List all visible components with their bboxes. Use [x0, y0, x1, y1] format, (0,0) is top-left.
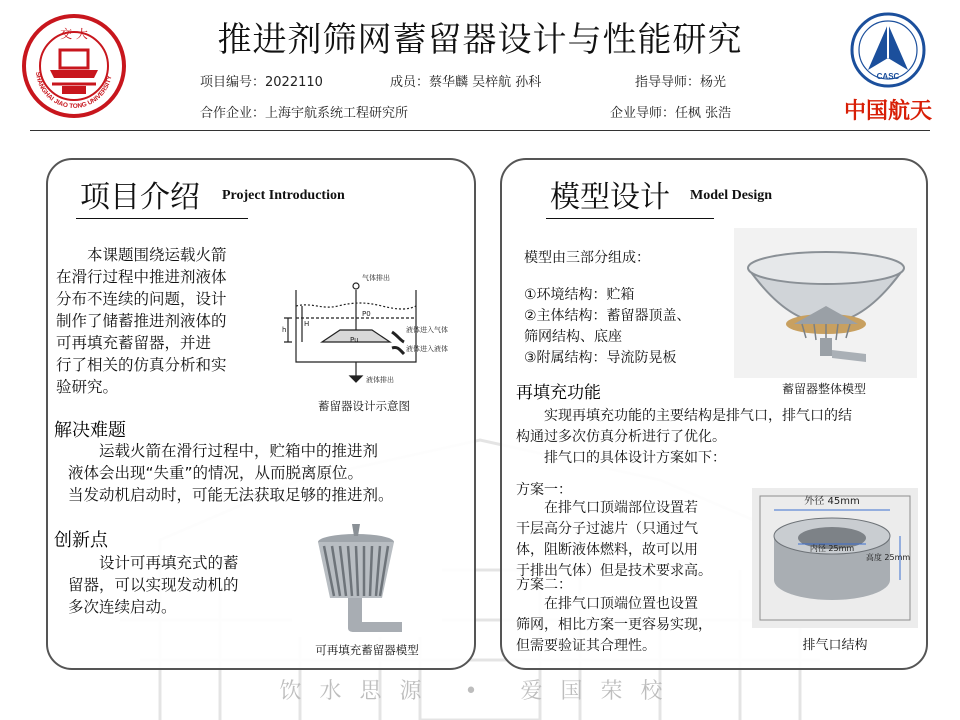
sjtu-logo [22, 14, 126, 118]
vent-inner-diameter-label: 内径 25mm [809, 544, 855, 553]
design-title-underline [546, 218, 714, 219]
vent-outer-diameter-label: 外径 45mm [804, 496, 860, 507]
design-title-cn: 模型设计 [550, 180, 670, 215]
intro-title-cn: 项目介绍 [80, 180, 200, 215]
vent-structure-image [752, 488, 918, 628]
diagram-label-liquid-in: 液体进入液体 [406, 345, 448, 353]
casc-logo [838, 8, 938, 126]
intro-title-underline [76, 218, 248, 219]
difficulty-paragraph: 运载火箭在滑行过程中，贮箱中的推进剂 液体会出现“失重”的情况，从而脱离原位。 当发动机启动时，可能无法获取足够的推进剂。 [68, 442, 394, 504]
plan-one-paragraph: 在排气口顶端部位设置若 干层高分子过滤片（只通过气 体，阻断液体燃料，故可以用 于排出气体）但是技术要求高。 [516, 500, 712, 579]
refillable-accumulator-model-image [292, 512, 442, 637]
svg-text:交 大: 交 大 [60, 27, 88, 41]
advisor: 指导导师：杨光 [635, 75, 727, 90]
footer-motto: 饮水思源 • 爱国荣校 [279, 679, 681, 704]
sjtu-logo-text: SHANGHAI JIAO TONG UNIVERSITY [34, 71, 114, 111]
refill-heading: 再填充功能 [516, 383, 601, 403]
page-title: 推进剂筛网蓄留器设计与性能研究 [217, 20, 743, 60]
casc-badge-text: CASC [876, 72, 900, 81]
accumulator-full-model-image [734, 228, 917, 378]
company-advisor: 企业导师：任枫 张浩 [610, 106, 732, 121]
company: 合作企业：上海宇航系统工程研究所 [200, 106, 409, 121]
intro-title-en: Project Introduction [222, 188, 345, 203]
diagram-label-h: h [282, 326, 287, 334]
vent-height-label: 高度 25mm [865, 553, 911, 562]
project-number: 项目编号：2022110 [200, 75, 323, 90]
difficulty-heading: 解决难题 [54, 420, 126, 441]
full-model-caption: 蓄留器整体模型 [781, 382, 866, 396]
diagram-label-pu: Pu [350, 336, 359, 344]
innovation-paragraph: 设计可再填充式的蓄 留器，可以实现发动机的 多次连续启动。 [68, 554, 239, 616]
header-divider [30, 130, 930, 131]
diagram-label-liquid-out: 液体排出 [366, 376, 394, 384]
diagram-label-H: H [304, 320, 310, 328]
design-title-en: Model Design [690, 188, 773, 203]
diagram-caption: 蓄留器设计示意图 [318, 399, 410, 413]
diagram-label-gas-out: 气体排出 [362, 274, 390, 282]
diagram-label-liquid-gas-in: 液体进入气体 [406, 326, 448, 334]
refill-paragraph: 实现再填充功能的主要结构是排气口，排气口的结 构通过多次仿真分析进行了优化。 排气口的具体设计方案如下： [516, 408, 852, 466]
intro-paragraph: 本课题围绕运载火箭 在滑行过程中推进剂液体 分布不连续的问题，设计 制作了储蓄推进剂液体的 可再填充蓄留器，并进 行了相关的仿真分析和实 验研究。 [56, 246, 227, 396]
innovation-heading: 创新点 [54, 530, 108, 551]
model-intro: 模型由三部分组成： [524, 250, 650, 266]
model-components-list: ①环境结构：贮箱 ②主体结构：蓄留器顶盖、 筛网结构、底座 ③附属结构：导流防晃板 [524, 287, 691, 366]
members: 成员：蔡华麟 吴梓航 孙科 [390, 75, 542, 90]
accumulator-schematic-diagram [282, 250, 470, 395]
model-photo-caption: 可再填充蓄留器模型 [315, 643, 419, 657]
plan-two-label: 方案二： [516, 577, 572, 593]
casc-logo-text: 中国航天 [843, 99, 933, 124]
plan-two-paragraph: 在排气口顶端位置也设置 筛网，相比方案一更容易实现， 但需要验证其合理性。 [516, 596, 712, 654]
vent-caption: 排气口结构 [802, 638, 868, 653]
diagram-label-p0: P0 [362, 310, 371, 318]
plan-one-label: 方案一： [516, 482, 572, 498]
